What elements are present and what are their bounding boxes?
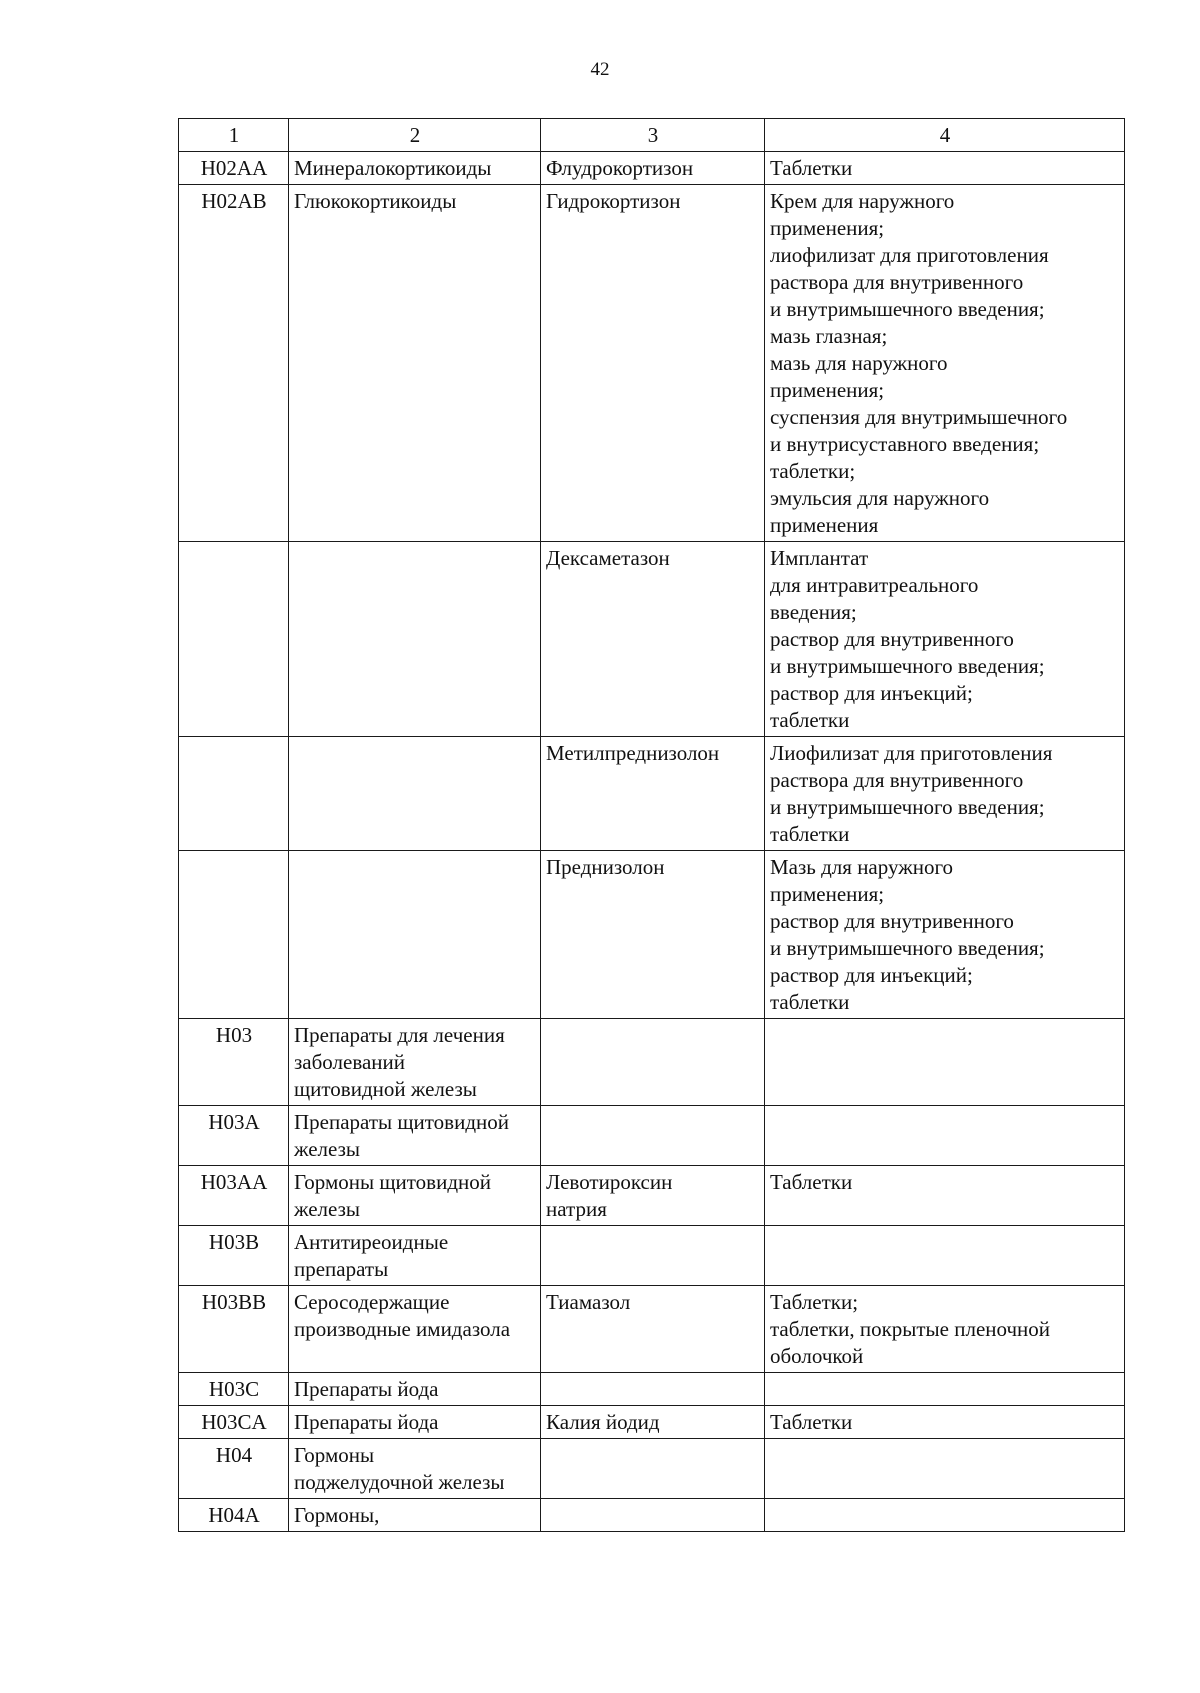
group-name-cell xyxy=(289,1406,541,1439)
group-name-cell-text: Гормоны, xyxy=(294,1503,380,1527)
group-name-cell-text: Гормоны поджелудочной железы xyxy=(294,1443,505,1494)
group-name-cell-text: Минералокортикоиды xyxy=(294,156,492,180)
group-name-cell xyxy=(289,1166,541,1226)
dosage-forms-cell-text: Крем для наружного применения; лиофилизат для приготовления раствора для внутривенного и внутримышечного введения; мазь глазная; мазь для наружного применения; суспензия для внутримышечного и внутрисуставного введения; таблетки; эмульсия для наружного применения xyxy=(770,189,1068,537)
atc-code-cell-text: H03C xyxy=(208,1377,260,1401)
drug-name-cell xyxy=(541,1373,765,1406)
atc-code-cell xyxy=(179,152,289,185)
group-name-cell xyxy=(289,542,541,737)
atc-code-cell-text: H04 xyxy=(215,1443,253,1467)
group-name-cell xyxy=(289,737,541,851)
group-name-cell xyxy=(289,1226,541,1286)
atc-code-cell xyxy=(179,1439,289,1499)
atc-code-cell xyxy=(179,1106,289,1166)
atc-code-cell-text: H03BB xyxy=(201,1290,267,1314)
atc-code-cell xyxy=(179,851,289,1019)
dosage-forms-cell-text: Таблетки xyxy=(770,1410,853,1434)
table-row xyxy=(179,152,1125,185)
dosage-forms-cell xyxy=(765,851,1125,1019)
drug-name-cell xyxy=(541,1106,765,1166)
atc-code-cell-text: H03A xyxy=(208,1110,260,1134)
table-header-row xyxy=(179,119,1125,152)
table-row xyxy=(179,1166,1125,1226)
drug-name-cell-text: Тиамазол xyxy=(546,1290,631,1314)
header-cell-3: 3 xyxy=(541,119,765,152)
table-row xyxy=(179,1373,1125,1406)
atc-code-cell xyxy=(179,542,289,737)
drug-name-cell xyxy=(541,1286,765,1373)
drug-name-cell xyxy=(541,851,765,1019)
dosage-forms-cell xyxy=(765,1286,1125,1373)
dosage-forms-cell-text: Имплантат для интравитреального введения; раствор для внутривенного и внутримышечного введения; раствор для инъекций; таблетки xyxy=(770,546,1045,732)
table-row xyxy=(179,737,1125,851)
drug-name-cell xyxy=(541,1019,765,1106)
group-name-cell-text: Антитиреоидные препараты xyxy=(294,1230,449,1281)
group-name-cell-text: Глюкокортикоиды xyxy=(294,189,457,213)
atc-code-cell xyxy=(179,1406,289,1439)
group-name-cell-text: Препараты для лечения заболеваний щитовидной железы xyxy=(294,1023,505,1101)
group-name-cell-text: Препараты щитовидной железы xyxy=(294,1110,509,1161)
table-body xyxy=(179,119,1125,1532)
table-row xyxy=(179,1286,1125,1373)
dosage-forms-cell xyxy=(765,1019,1125,1106)
dosage-forms-cell xyxy=(765,737,1125,851)
atc-code-cell xyxy=(179,737,289,851)
drug-name-cell-text: Дексаметазон xyxy=(546,546,670,570)
group-name-cell xyxy=(289,1439,541,1499)
drug-name-cell-text: Левотироксин натрия xyxy=(546,1170,673,1221)
dosage-forms-cell xyxy=(765,1373,1125,1406)
table-row xyxy=(179,1106,1125,1166)
dosage-forms-cell xyxy=(765,1406,1125,1439)
table-row xyxy=(179,1019,1125,1106)
drug-name-cell xyxy=(541,1406,765,1439)
group-name-cell xyxy=(289,152,541,185)
atc-code-cell-text: H02AA xyxy=(200,156,268,180)
atc-code-cell xyxy=(179,1019,289,1106)
header-cell-4: 4 xyxy=(765,119,1125,152)
drug-name-cell xyxy=(541,1499,765,1532)
drug-name-cell xyxy=(541,152,765,185)
table-row xyxy=(179,851,1125,1019)
drug-name-cell xyxy=(541,1226,765,1286)
dosage-forms-cell xyxy=(765,542,1125,737)
group-name-cell xyxy=(289,1373,541,1406)
dosage-forms-cell xyxy=(765,1106,1125,1166)
drug-name-cell xyxy=(541,1439,765,1499)
table-row xyxy=(179,185,1125,542)
dosage-forms-cell-text: Лиофилизат для приготовления раствора для внутривенного и внутримышечного введения; таблетки xyxy=(770,741,1053,846)
table-row xyxy=(179,1499,1125,1532)
dosage-forms-cell-text: Таблетки; таблетки, покрытые пленочной оболочкой xyxy=(770,1290,1051,1368)
drug-name-cell xyxy=(541,737,765,851)
atc-code-cell xyxy=(179,1499,289,1532)
group-name-cell-text: Препараты йода xyxy=(294,1410,439,1434)
atc-code-cell xyxy=(179,1373,289,1406)
group-name-cell-text: Серосодержащие производные имидазола xyxy=(294,1290,511,1341)
atc-code-cell xyxy=(179,1286,289,1373)
dosage-forms-cell xyxy=(765,1499,1125,1532)
header-cell-2: 2 xyxy=(289,119,541,152)
drug-name-cell-text: Калия йодид xyxy=(546,1410,660,1434)
group-name-cell xyxy=(289,185,541,542)
dosage-forms-cell xyxy=(765,1226,1125,1286)
drug-name-cell-text: Метилпреднизолон xyxy=(546,741,720,765)
dosage-forms-cell-text: Мазь для наружного применения; раствор для внутривенного и внутримышечного введения; раствор для инъекций; таблетки xyxy=(770,855,1045,1014)
dosage-forms-cell-text: Таблетки xyxy=(770,1170,853,1194)
drug-name-cell xyxy=(541,1166,765,1226)
atc-code-cell xyxy=(179,1226,289,1286)
dosage-forms-cell-text: Таблетки xyxy=(770,156,853,180)
group-name-cell xyxy=(289,1499,541,1532)
page-number: 42 xyxy=(590,59,610,80)
table-row xyxy=(179,542,1125,737)
group-name-cell xyxy=(289,1019,541,1106)
atc-code-cell xyxy=(179,185,289,542)
drug-name-cell-text: Гидрокортизон xyxy=(546,189,681,213)
drug-name-cell xyxy=(541,185,765,542)
table-row xyxy=(179,1226,1125,1286)
table-row xyxy=(179,1439,1125,1499)
drug-name-cell-text: Преднизолон xyxy=(546,855,665,879)
dosage-forms-cell xyxy=(765,1166,1125,1226)
atc-code-cell xyxy=(179,1166,289,1226)
atc-code-cell-text: H03CA xyxy=(201,1410,267,1434)
dosage-forms-cell xyxy=(765,152,1125,185)
atc-code-cell-text: H02AB xyxy=(201,189,267,213)
header-cell-1: 1 xyxy=(179,119,289,152)
atc-code-cell-text: H03AA xyxy=(200,1170,268,1194)
group-name-cell xyxy=(289,851,541,1019)
dosage-forms-cell xyxy=(765,1439,1125,1499)
drug-name-cell xyxy=(541,542,765,737)
group-name-cell-text: Гормоны щитовидной железы xyxy=(294,1170,491,1221)
atc-code-cell-text: H03 xyxy=(215,1023,253,1047)
drug-name-cell-text: Флудрокортизон xyxy=(546,156,694,180)
group-name-cell-text: Препараты йода xyxy=(294,1377,439,1401)
group-name-cell xyxy=(289,1286,541,1373)
group-name-cell xyxy=(289,1106,541,1166)
table-row xyxy=(179,1406,1125,1439)
atc-code-cell-text: H04A xyxy=(208,1503,260,1527)
medication-table xyxy=(178,118,1125,1532)
atc-code-cell-text: H03B xyxy=(208,1230,260,1254)
dosage-forms-cell xyxy=(765,185,1125,542)
